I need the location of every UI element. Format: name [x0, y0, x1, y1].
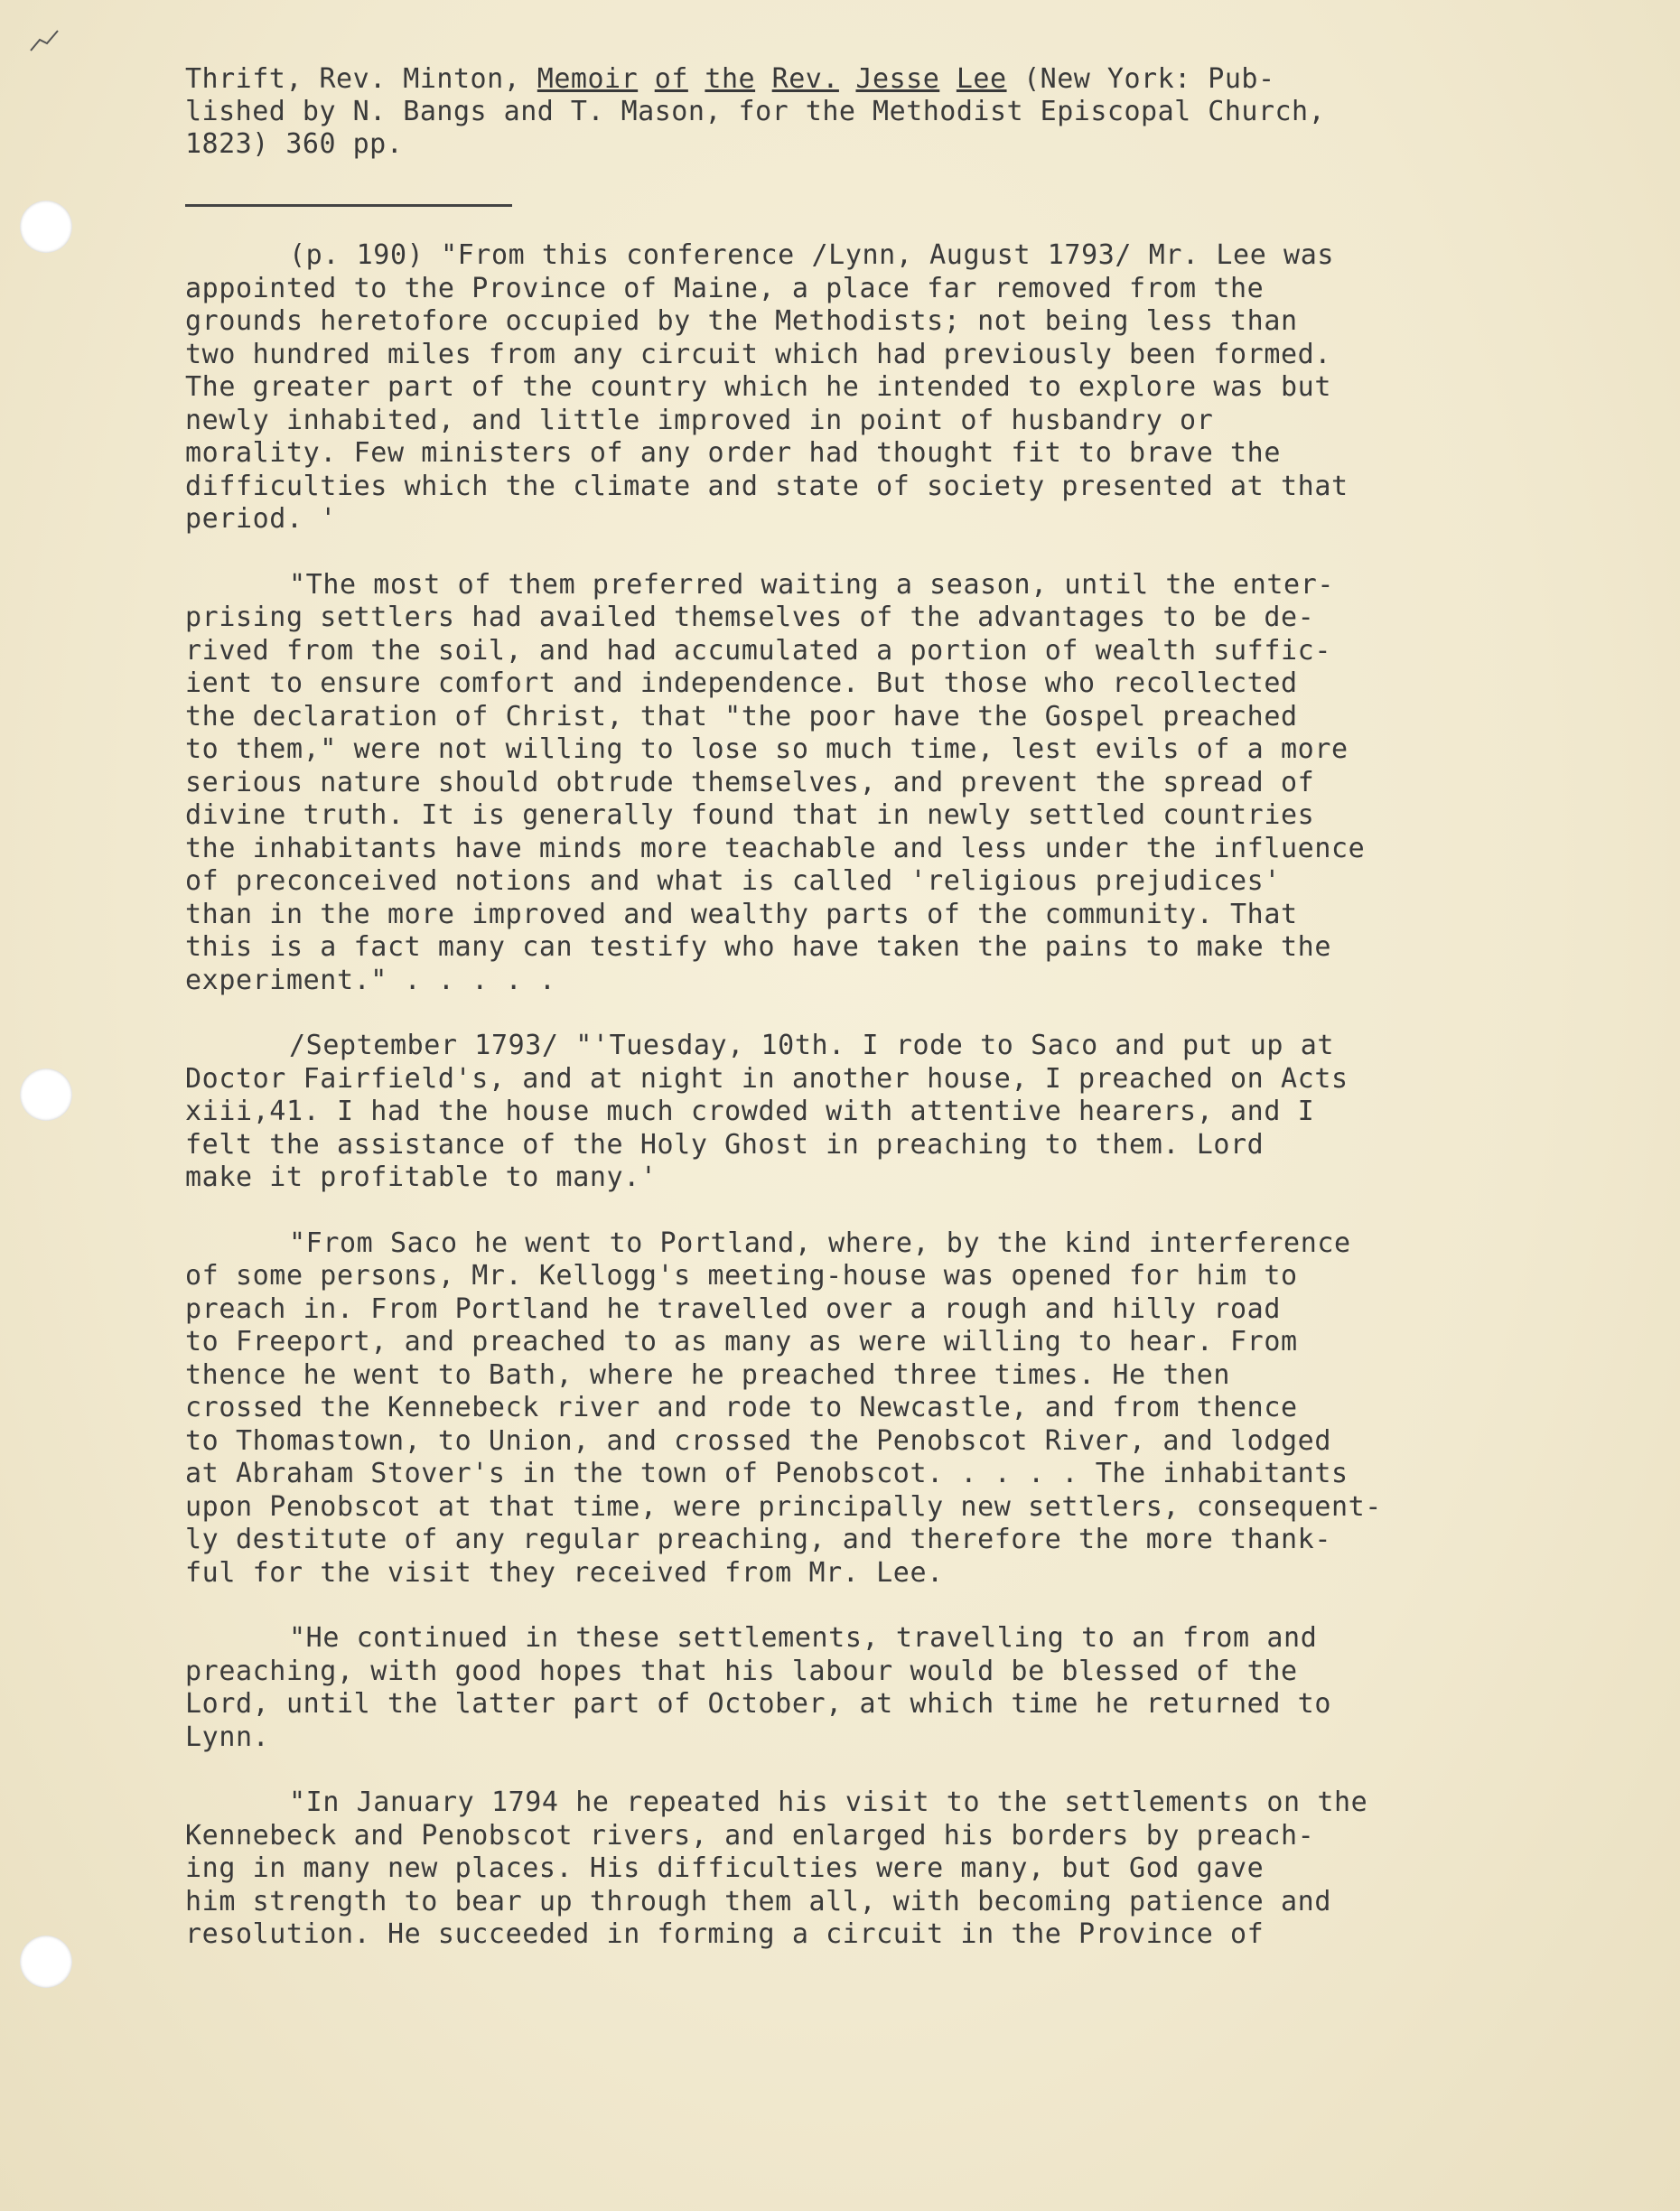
citation-title-word: the: [705, 63, 756, 95]
citation-line-3: 1823) 360 pp.: [185, 128, 404, 160]
paragraph-line: two hundred miles from any circuit which had previously been formed.: [185, 338, 1331, 370]
citation-title-word: Memoir: [537, 63, 639, 95]
paragraph-line: at Abraham Stover's in the town of Penobscot. . . . . The inhabitants: [185, 1458, 1349, 1489]
punch-hole-top: [20, 201, 72, 253]
paragraph-line: difficulties which the climate and state of society presented at that: [185, 470, 1349, 502]
citation-title-word: of: [654, 63, 688, 95]
paragraph-line: to Thomastown, to Union, and crossed the Penobscot River, and lodged: [185, 1424, 1331, 1457]
paragraph: [185, 1030, 1594, 1195]
punch-hole-middle: [20, 1068, 72, 1121]
paragraph-line: The greater part of the country which he intended to explore was but: [185, 371, 1331, 403]
paragraph-line: the declaration of Christ, that "the poor have the Gospel preached: [185, 700, 1298, 732]
paragraph: [185, 569, 1594, 998]
paragraph-line: morality. Few ministers of any order had thought fit to brave the: [185, 437, 1281, 469]
paragraph: [185, 239, 1594, 536]
paragraph-line: rived from the soil, and had accumulated a portion of wealth suffic-: [185, 634, 1331, 667]
paragraph-line: appointed to the Province of Maine, a place far removed from the: [185, 272, 1265, 304]
paragraph-line: felt the assistance of the Holy Ghost in preaching to them. Lord: [185, 1128, 1265, 1161]
citation-line-2: lished by N. Bangs and T. Mason, for the Methodist Episcopal Church,: [185, 96, 1326, 127]
ink-mark: [27, 27, 63, 54]
paragraph-line: Doctor Fairfield's, and at night in another house, I preached on Acts: [185, 1062, 1349, 1095]
paragraph-line: ly destitute of any regular preaching, and therefore the more thank-: [185, 1524, 1331, 1555]
paragraph-line: divine truth. It is generally found that in newly settled countries: [185, 799, 1315, 831]
paragraph-line: "In January 1794 he repeated his visit to the settlements on the: [289, 1787, 1368, 1818]
paragraph-line: preaching, with good hopes that his labour would be blessed of the: [185, 1655, 1298, 1687]
paragraph-line: /September 1793/ "'Tuesday, 10th. I rode to Saco and put up at: [289, 1030, 1335, 1061]
paragraph-line: period. ': [185, 503, 337, 535]
paragraph-line: experiment." . . . . .: [185, 964, 556, 996]
paragraph-line: "The most of them preferred waiting a season, until the enter-: [289, 568, 1335, 601]
paragraph-line: "He continued in these settlements, travelling to an from and: [289, 1622, 1318, 1654]
paragraph-line: the inhabitants have minds more teachable and less under the influence: [185, 832, 1366, 864]
paragraph-line: than in the more improved and wealthy parts of the community. That: [185, 898, 1298, 930]
paragraph-line: make it profitable to many.': [185, 1161, 658, 1193]
paragraph-line: to Freeport, and preached to as many as were willing to hear. From: [185, 1326, 1298, 1357]
body-text: [185, 239, 1594, 1952]
paragraph-line: resolution. He succeeded in forming a circuit in the Province of: [185, 1918, 1265, 1950]
typed-page: [185, 63, 1594, 1984]
paragraph-line: preach in. From Portland he travelled over a rough and hilly road: [185, 1292, 1281, 1325]
header-rule: [185, 204, 512, 207]
paragraph-line: grounds heretofore occupied by the Methodists; not being less than: [185, 305, 1298, 337]
paragraph-line: of some persons, Mr. Kellogg's meeting-house was opened for him to: [185, 1260, 1298, 1292]
paragraph-line: "From Saco he went to Portland, where, by the kind interference: [289, 1227, 1351, 1259]
paragraph-line: newly inhabited, and little improved in point of husbandry or: [185, 404, 1214, 436]
paragraph-line: of preconceived notions and what is called 'religious prejudices': [185, 865, 1281, 897]
paragraph-line: this is a fact many can testify who have taken the pains to make the: [185, 931, 1331, 963]
paragraph-line: thence he went to Bath, where he preached three times. He then: [185, 1358, 1231, 1391]
paragraph-line: ful for the visit they received from Mr. Lee.: [185, 1556, 944, 1589]
punch-hole-bottom: [20, 1936, 72, 1988]
citation-title-word: Lee: [956, 63, 1007, 95]
paragraph-line: Kennebeck and Penobscot rivers, and enlarged his borders by preach-: [185, 1819, 1315, 1852]
citation-header: [185, 63, 1594, 161]
paragraph: [185, 1787, 1594, 1952]
citation-publisher-start: (New York: Pub-: [1006, 63, 1275, 95]
citation-author: Thrift, Rev. Minton,: [185, 63, 537, 95]
paragraph-line: prising settlers had availed themselves of the advantages to be de-: [185, 602, 1315, 633]
citation-title-word: Jesse: [855, 63, 940, 95]
paragraph-line: xiii,41. I had the house much crowded with attentive hearers, and I: [185, 1096, 1315, 1127]
paragraph-line: him strength to bear up through them all, with becoming patience and: [185, 1885, 1331, 1917]
paragraph-line: Lord, until the latter part of October, at which time he returned to: [185, 1688, 1331, 1720]
paragraph-line: Lynn.: [185, 1721, 270, 1753]
citation-title-word: Rev.: [771, 63, 839, 95]
paragraph: [185, 1622, 1594, 1754]
paragraph: [185, 1227, 1594, 1591]
paragraph-line: upon Penobscot at that time, were principally new settlers, consequent-: [185, 1490, 1382, 1523]
paragraph-line: crossed the Kennebeck river and rode to Newcastle, and from thence: [185, 1392, 1298, 1423]
paragraph-line: ient to ensure comfort and independence. But those who recollected: [185, 667, 1298, 699]
paragraph-line: ing in many new places. His difficulties were many, but God gave: [185, 1852, 1265, 1884]
paragraph-line: serious nature should obtrude themselves, and prevent the spread of: [185, 766, 1315, 798]
paragraph-line: to them," were not willing to lose so much time, lest evils of a more: [185, 733, 1349, 765]
citation-line-1: [185, 63, 1594, 96]
paragraph-line: (p. 190) "From this conference /Lynn, August 1793/ Mr. Lee was: [289, 239, 1335, 271]
